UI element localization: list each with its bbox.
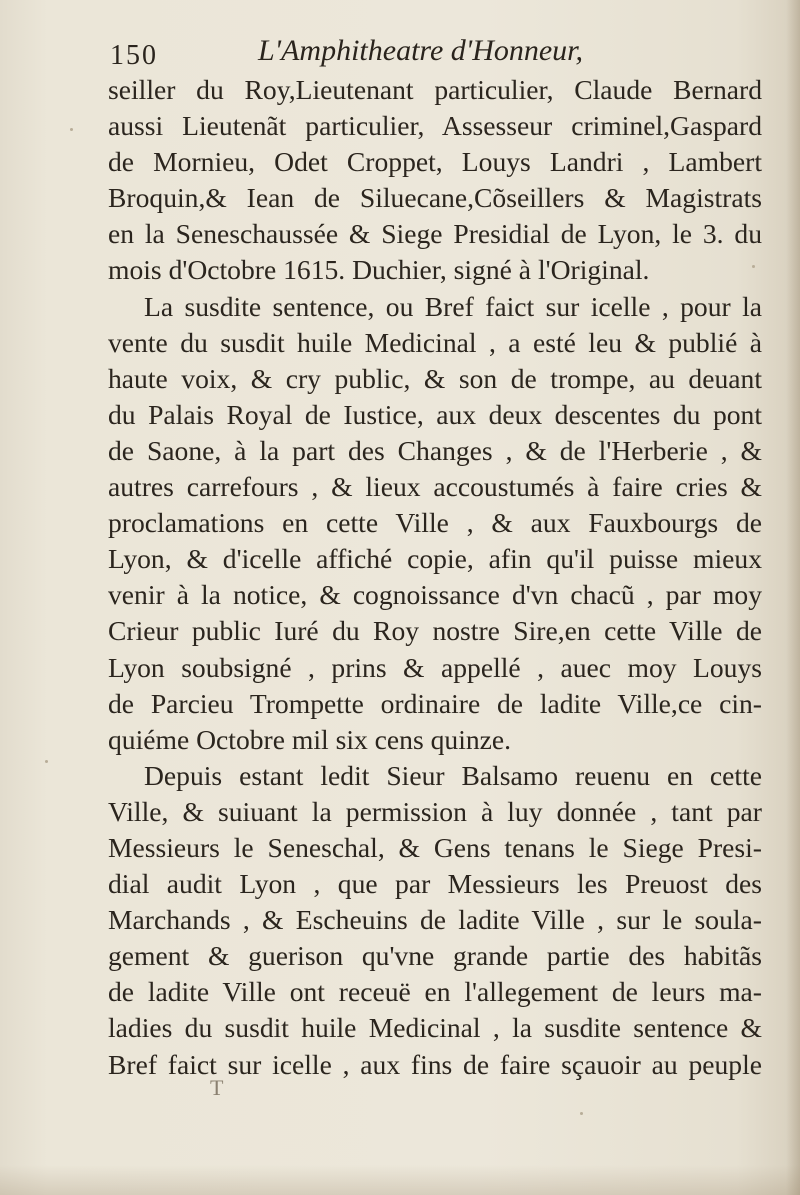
running-title: L'Amphitheatre d'Honneur, [258,34,584,67]
text-line: Marchands , & Escheuins de ladite Ville , sur le soula- [108,904,762,936]
body-text [108,72,762,1083]
text-line: Ville, & suiuant la permission à luy donnée , tant par [108,795,762,827]
text-line: proclamations en cette Ville , & aux Fauxbourgs de [108,507,762,539]
text-line: en la Seneschaussée & Siege Presidial de Lyon, le 3. du [108,218,762,250]
text-line: mois d'Octobre 1615. Duchier, signé à l'Original. [108,254,650,286]
text-line: Broquin,& Iean de Siluecane,Cõseillers & Magistrats [108,182,762,214]
page-header [110,32,760,72]
paper-speck [752,265,755,268]
text-line: de Saone, à la part des Changes , & de l'Herberie , & [108,434,762,466]
text-line: Lyon, & d'icelle affiché copie, afin qu'il puisse mieux [108,543,762,575]
text-line: dial audit Lyon , que par Messieurs les Preuost des [108,868,762,900]
text-line: vente du susdit huile Medicinal , a esté leu & publié à [108,326,762,358]
text-line: aussi Lieutenãt particulier, Assesseur criminel,Gaspard [108,110,762,142]
paper-speck [45,760,48,763]
text-line: gement & guerison qu'vne grande partie des habitãs [108,940,762,972]
text-line: Lyon soubsigné , prins & appellé , auec moy Louys [108,651,762,683]
text-line: Bref faict sur icelle , aux fins de faire sçauoir au peuple [108,1048,762,1080]
text-line: haute voix, & cry public, & son de trompe, au deuant [108,362,762,394]
text-line: de ladite Ville ont receuë en l'allegement de leurs ma- [108,976,762,1008]
text-line: de Parcieu Trompette ordinaire de ladite Ville,ce cin- [108,687,762,719]
text-line: La susdite sentence, ou Bref faict sur icelle , pour la [144,290,762,322]
text-line: venir à la notice, & cognoissance d'vn chacũ , par moy [108,579,762,611]
text-line: Messieurs le Seneschal, & Gens tenans le Siege Presi- [108,831,762,863]
paper-speck [70,128,73,131]
text-line: quiéme Octobre mil six cens quinze. [108,723,512,755]
text-line: autres carrefours , & lieux accoustumés à faire cries & [108,471,762,503]
text-line: du Palais Royal de Iustice, aux deux descentes du pont [108,398,762,430]
page-bottom-shadow [0,1165,800,1195]
text-line: Crieur public Iuré du Roy nostre Sire,en cette Ville de [108,615,762,647]
text-line: de Mornieu, Odet Croppet, Louys Landri , Lambert [108,146,762,178]
paper-speck [580,1112,583,1115]
text-line: Depuis estant ledit Sieur Balsamo reuenu en cette [144,759,762,791]
signature-mark: T [210,1075,226,1100]
page-number: 150 [110,40,158,71]
page-edge-shadow [786,0,800,1195]
text-line: ladies du susdit huile Medicinal , la susdite sentence & [108,1012,762,1044]
text-line: seiller du Roy,Lieutenant particulier, Claude Bernard [108,74,762,105]
